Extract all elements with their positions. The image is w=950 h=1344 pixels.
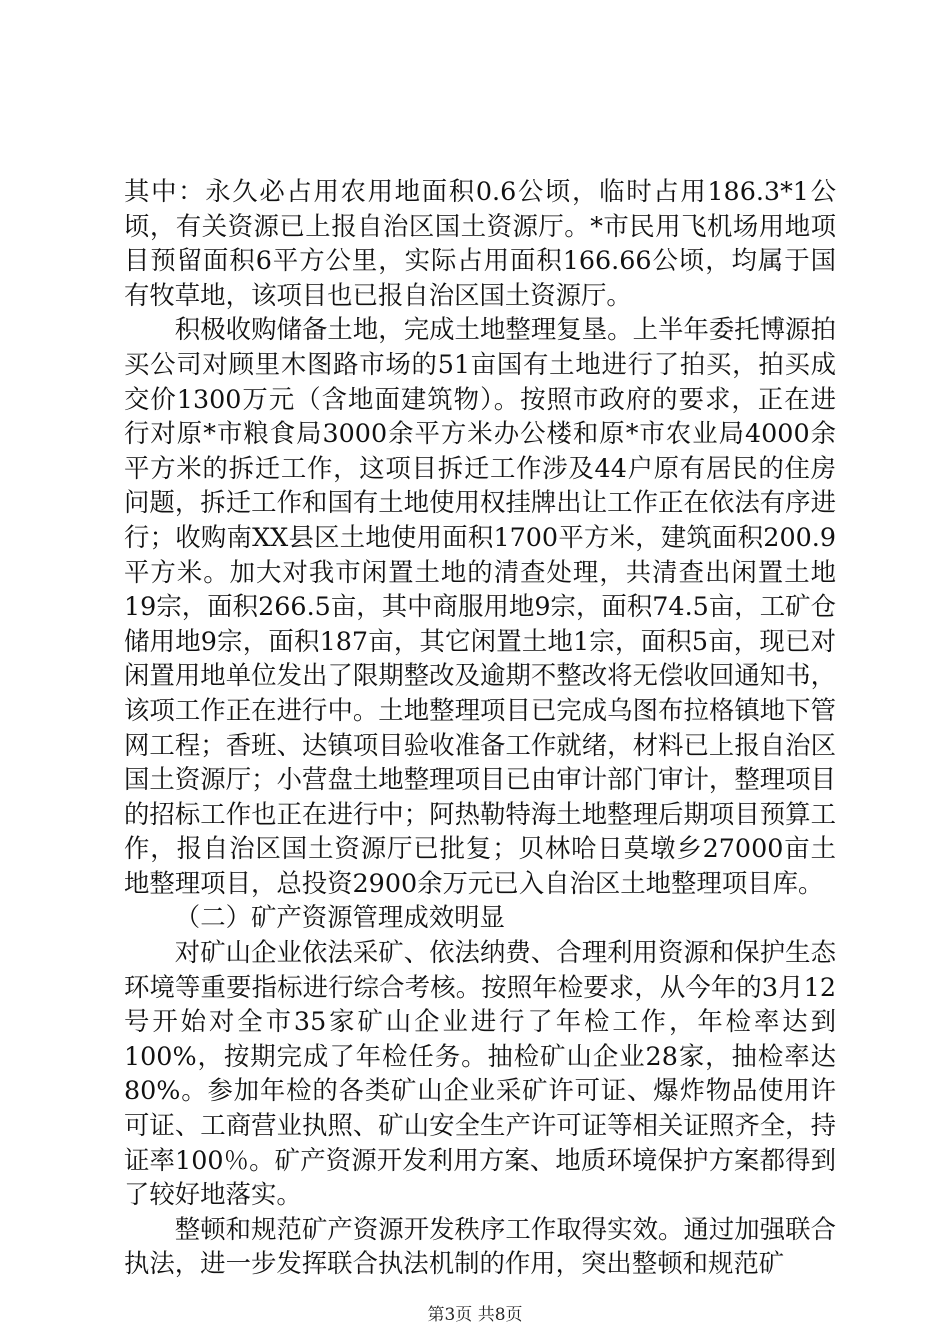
section-heading-mineral: （二）矿产资源管理成效明显: [174, 902, 505, 933]
document-body: [124, 174, 836, 1281]
page-number-footer: 第3页 共8页: [427, 1305, 523, 1325]
paragraph-land-reserve: 积极收购储备土地，完成土地整理复垦。上半年委托博源拍买公司对顾里木图路市场的51亩国有土地进行了拍买，拍买成交价1300万元（含地面建筑物）。按照市政府的要求，正在进行对原*市粮食局3000余平方米办公楼和原*市农业局4000余平方米的拆迁工作，这项目拆迁工作涉及44户原有居民的住房问题，拆迁工作和国有土地使用权挂牌出让工作正在依法有序进行；收购南XX县区土地使用面积1700平方米，建筑面积200.9平方米。加大对我市闲置土地的清查处理，共清查出闲置土地19宗，面积266.5亩，其中商服用地9宗，面积74.5亩，工矿仓储用地9宗，面积187亩，其它闲置土地1宗，面积5亩，现已对闲置用地单位发出了限期整改及逾期不整改将无偿收回通知书，该项工作正在进行中。土地整理项目已完成乌图布拉格镇地下管网工程；香班、达镇项目验收准备工作就绪，材料已上报自治区国土资源厅；小营盘土地整理项目已由审计部门审计，整理项目的招标工作也正在进行中；阿热勒特海土地整理后期项目预算工作，报自治区国土资源厅已批复；贝林哈日莫墩乡27000亩土地整理项目，总投资2900余万元已入自治区土地整理项目库。: [124, 314, 836, 898]
paragraph-mine-order: 整顿和规范矿产资源开发秩序工作取得实效。通过加强联合执法，进一步发挥联合执法机制的作用，突出整顿和规范矿: [124, 1213, 836, 1279]
paragraph-land-occupation: 其中：永久必占用农用地面积0.6公顷，临时占用186.3*1公顷，有关资源已上报自治区国土资源厅。*市民用飞机场用地项目预留面积6平方公里，实际占用面积166.66公顷，均属于国有牧草地，该项目也已报自治区国土资源厅。: [124, 176, 836, 310]
paragraph-mine-inspection: 对矿山企业依法采矿、依法纳费、合理利用资源和保护生态环境等重要指标进行综合考核。按照年检要求，从今年的3月12号开始对全市35家矿山企业进行了年检工作，年检率达到100%，按期完成了年检任务。抽检矿山企业28家，抽检率达80%。参加年检的各类矿山企业采矿许可证、爆炸物品使用许可证、工商营业执照、矿山安全生产许可证等相关证照齐全，持证率100％。矿产资源开发利用方案、地质环境保护方案都得到了较好地落实。: [124, 937, 836, 1210]
